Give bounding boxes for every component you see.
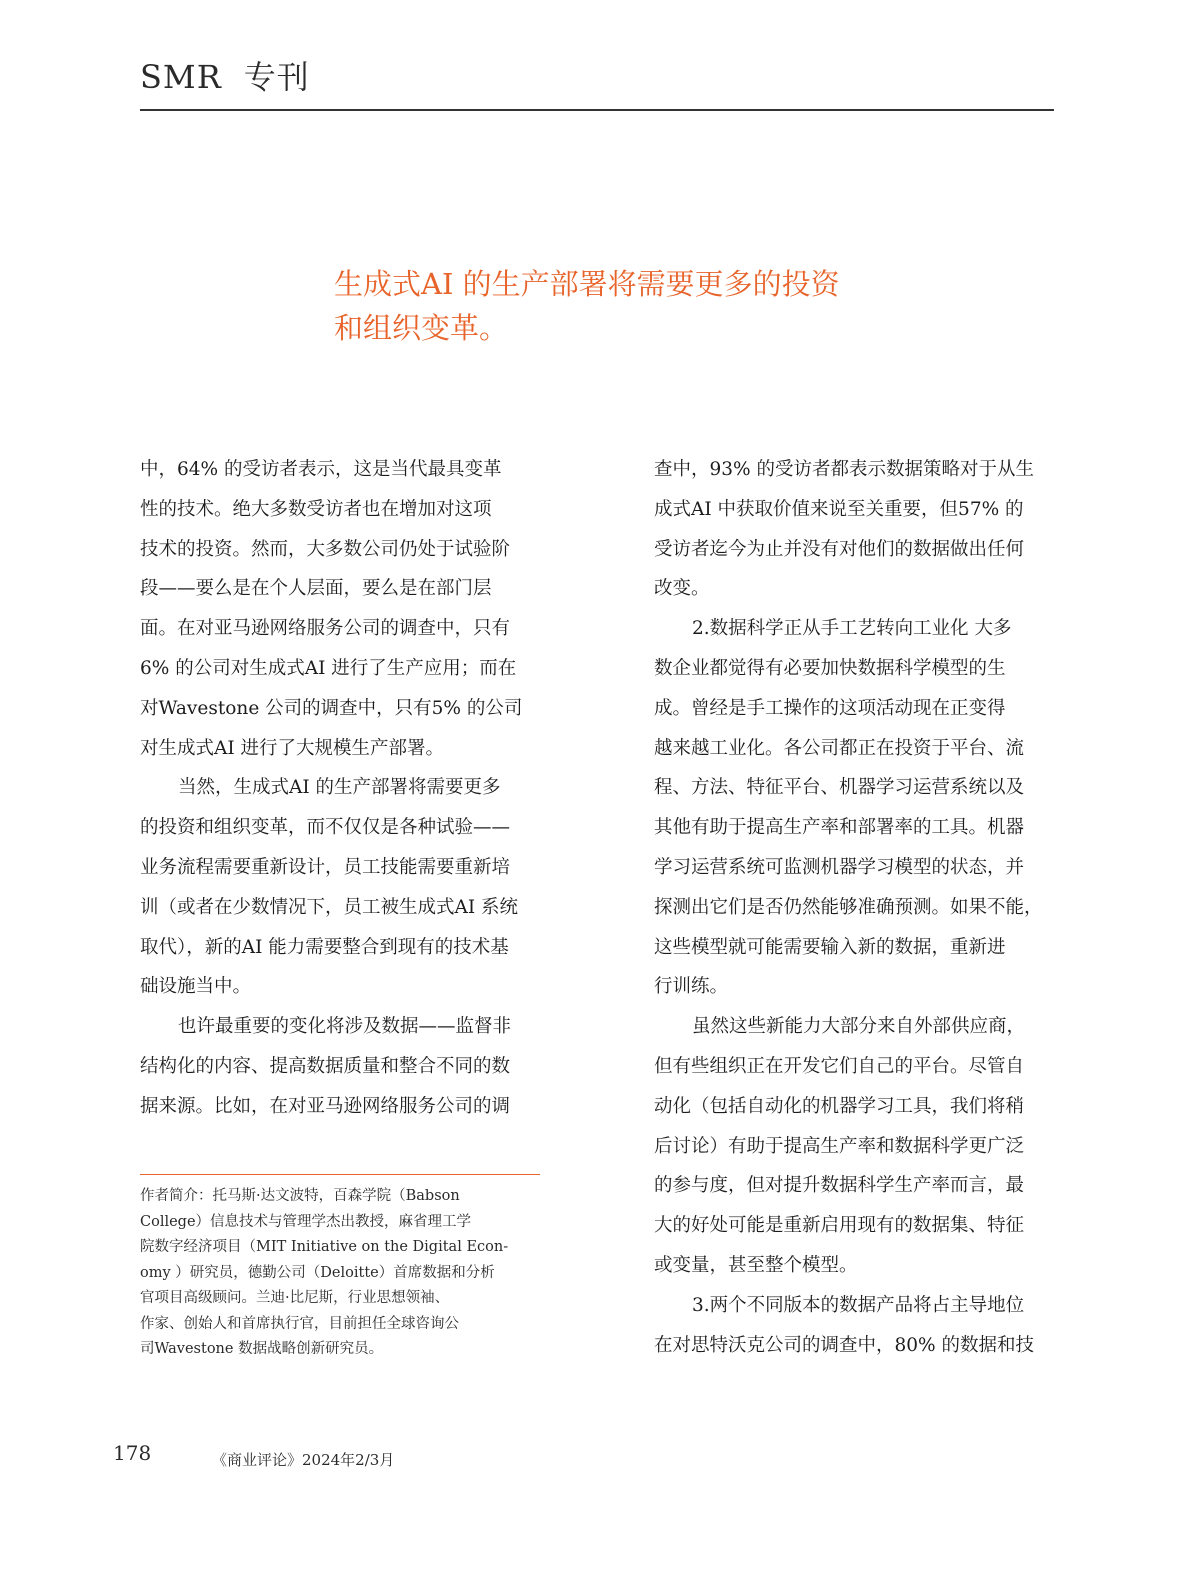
footnote-divider xyxy=(140,1174,540,1175)
body-line: 对生成式AI 进行了大规模生产部署。 xyxy=(140,737,445,759)
body-line: 学习运营系统可监测机器学习模型的状态，并 xyxy=(654,856,1025,878)
body-line: 对Wavestone 公司的调查中，只有5% 的公司 xyxy=(140,697,523,719)
body-line: 面。在对亚马逊网络服务公司的调查中，只有 xyxy=(140,618,511,640)
section-heading-3: 3.两个不同版本的数据产品将占主导地位 xyxy=(692,1294,1025,1316)
section-heading-2: 2.数据科学正从手工艺转向工业化 大多 xyxy=(692,618,1012,640)
body-line: 6% 的公司对生成式AI 进行了生产应用；而在 xyxy=(140,657,517,679)
footnote-line: College）信息技术与管理学杰出教授，麻省理工学 xyxy=(140,1213,472,1230)
body-line: 成。曾经是手工操作的这项活动现在正变得 xyxy=(654,697,1006,719)
body-line: 技术的投资。然而，大多数公司仍处于试验阶 xyxy=(140,538,511,560)
footnote-line: 院数字经济项目（MIT Initiative on the Digital Econ- xyxy=(140,1239,509,1255)
body-line: 其他有助于提高生产率和部署率的工具。机器 xyxy=(654,817,1025,839)
body-line: 虽然这些新能力大部分来自外部供应商， xyxy=(692,1016,1026,1038)
section-header xyxy=(140,52,310,98)
header-smr: SMR xyxy=(140,58,222,96)
left-column xyxy=(140,450,552,1127)
body-line: 中，64% 的受访者表示，这是当代最具变革 xyxy=(140,459,502,480)
header-divider xyxy=(140,109,1054,111)
journal-issue: 《商业评论》2024年2/3月 xyxy=(212,1451,395,1469)
body-line: 取代），新的AI 能力需要整合到现有的技术基 xyxy=(140,936,509,958)
body-line: 程、方法、特征平台、机器学习运营系统以及 xyxy=(654,777,1025,799)
body-line: 据来源。比如，在对亚马逊网络服务公司的调 xyxy=(140,1095,511,1117)
pull-quote-line: 和组织变革。 xyxy=(334,311,509,345)
pull-quote-line: 生成式AI 的生产部署将需要更多的投资 xyxy=(334,267,840,301)
body-line: 的投资和组织变革，而不仅仅是各种试验—— xyxy=(140,817,511,839)
footnote-line: 作者简介：托马斯·达文波特，百森学院（Babson xyxy=(140,1188,460,1204)
footnote-line: omy ）研究员，德勤公司（Deloitte）首席数据和分析 xyxy=(140,1264,495,1281)
footnote-line: 作家、创始人和首席执行官，目前担任全球咨询公 xyxy=(140,1315,459,1332)
body-line: 但有些组织正在开发它们自己的平台。尽管自 xyxy=(654,1055,1025,1077)
footnote-line: 司Wavestone 数据战略创新研究员。 xyxy=(140,1341,384,1357)
body-line: 数企业都觉得有必要加快数据科学模型的生 xyxy=(654,657,1006,679)
body-line: 在对思特沃克公司的调查中，80% 的数据和技 xyxy=(654,1334,1035,1356)
body-line: 性的技术。绝大多数受访者也在增加对这项 xyxy=(140,498,492,520)
footnote-line: 官项目高级顾问。兰迪·比尼斯，行业思想领袖、 xyxy=(140,1290,450,1306)
header-section: 专刊 xyxy=(243,58,310,96)
page-number: 178 xyxy=(113,1441,152,1465)
body-line: 也许最重要的变化将涉及数据——监督非 xyxy=(178,1016,512,1038)
body-line: 或变量，甚至整个模型。 xyxy=(654,1254,858,1276)
body-line: 越来越工业化。各公司都正在投资于平台、流 xyxy=(654,737,1025,759)
author-bio-footnote xyxy=(140,1184,580,1363)
body-line: 探测出它们是否仍然能够准确预测。如果不能， xyxy=(654,896,1043,918)
right-column xyxy=(654,450,1066,1365)
body-line: 业务流程需要重新设计，员工技能需要重新培 xyxy=(140,856,511,878)
body-line: 行训练。 xyxy=(654,976,729,998)
body-line: 受访者迄今为止并没有对他们的数据做出任何 xyxy=(654,538,1025,560)
body-line: 础设施当中。 xyxy=(140,976,252,998)
body-line: 训（或者在少数情况下，员工被生成式AI 系统 xyxy=(140,896,519,918)
body-line: 结构化的内容、提高数据质量和整合不同的数 xyxy=(140,1055,511,1077)
body-line: 成式AI 中获取价值来说至关重要，但57% 的 xyxy=(654,498,1024,520)
body-line: 后讨论）有助于提高生产率和数据科学更广泛 xyxy=(654,1135,1025,1157)
body-line: 大的好处可能是重新启用现有的数据集、特征 xyxy=(654,1215,1025,1237)
pull-quote xyxy=(334,262,894,350)
body-line: 查中，93% 的受访者都表示数据策略对于从生 xyxy=(654,459,1035,480)
body-line: 当然，生成式AI 的生产部署将需要更多 xyxy=(178,777,501,799)
body-line: 段——要么是在个人层面，要么是在部门层 xyxy=(140,578,492,600)
body-line: 改变。 xyxy=(654,578,710,600)
body-line: 动化（包括自动化的机器学习工具，我们将稍 xyxy=(654,1095,1025,1117)
body-line: 的参与度，但对提升数据科学生产率而言，最 xyxy=(654,1175,1025,1197)
body-line: 这些模型就可能需要输入新的数据，重新进 xyxy=(654,936,1006,958)
